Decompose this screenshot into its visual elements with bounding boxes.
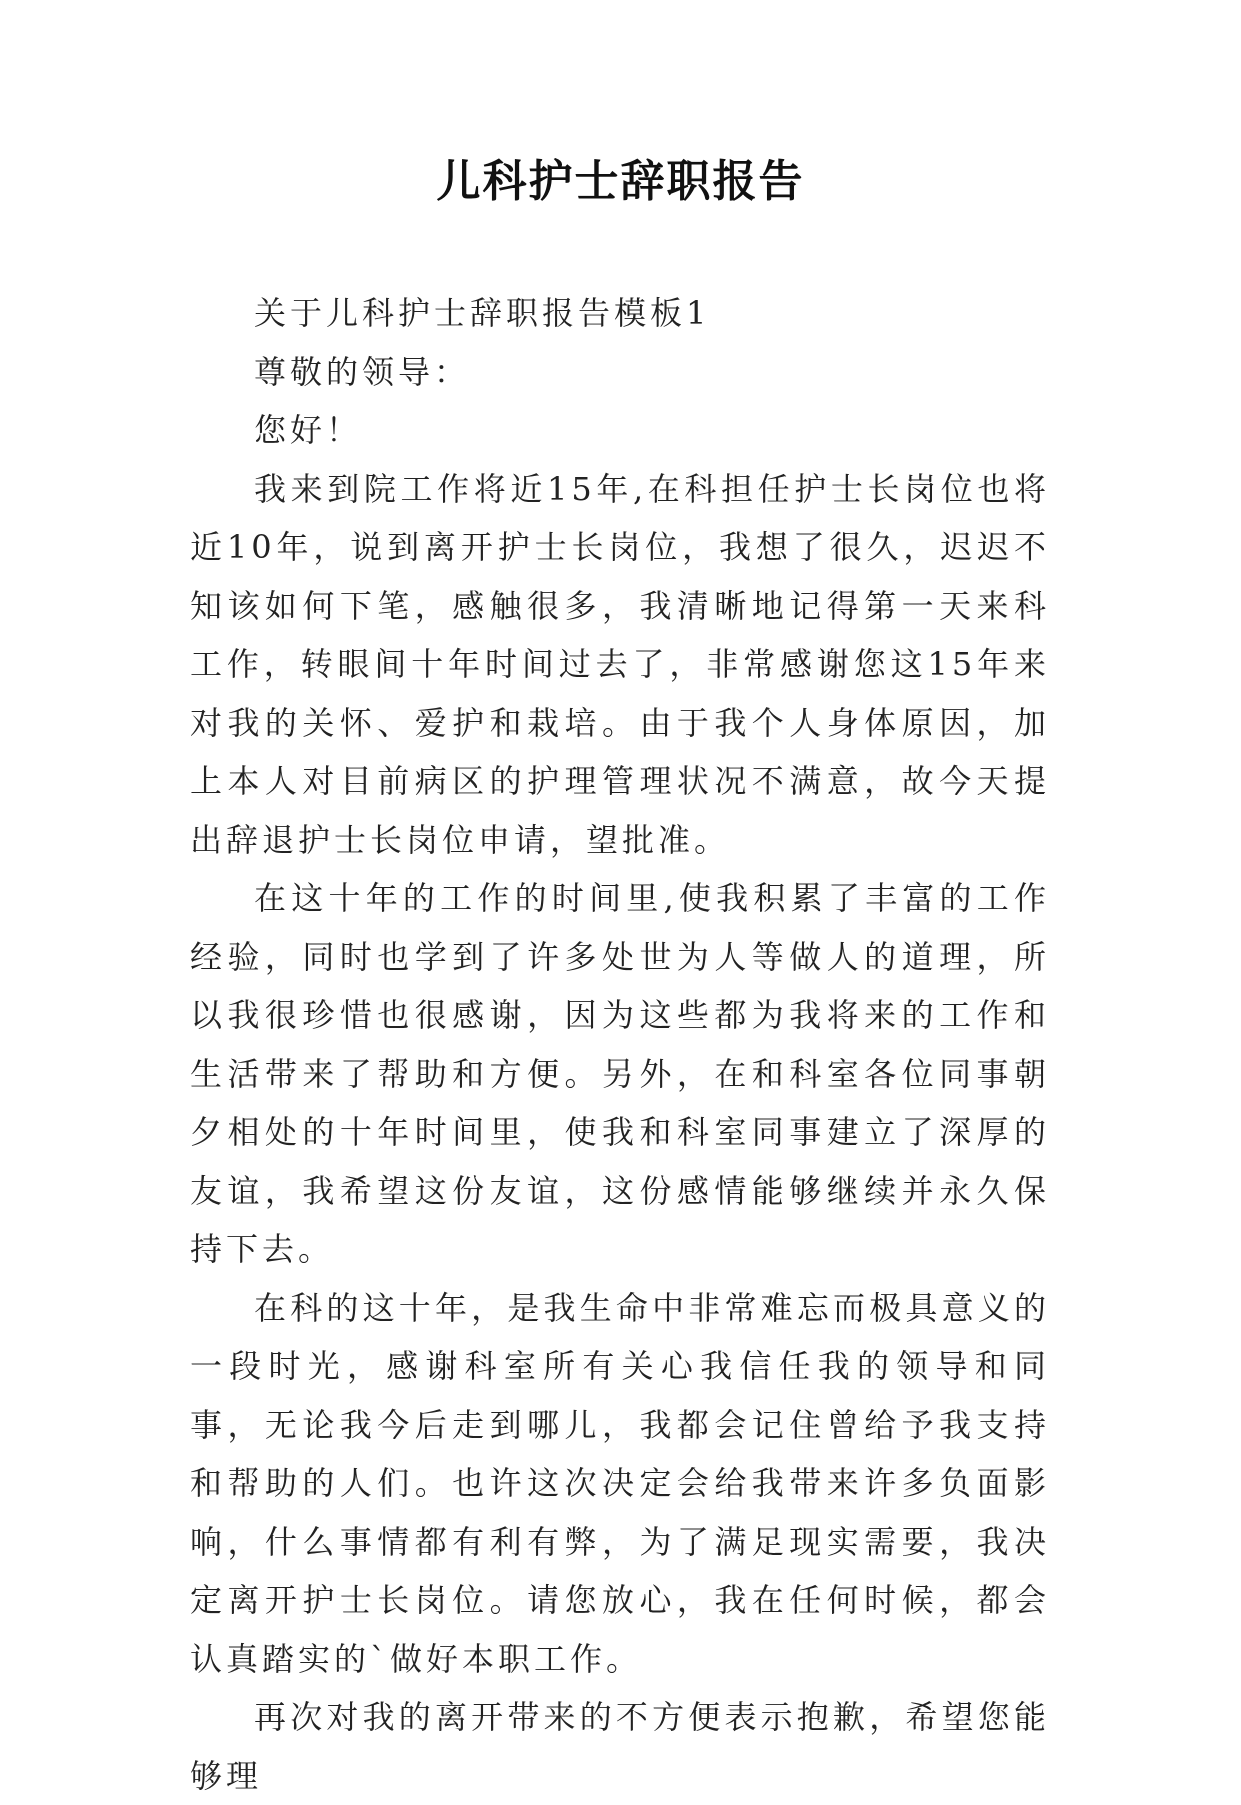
paragraph-salutation: 尊敬的领导： [254,352,471,391]
document-title: 儿科护士辞职报告 [436,156,805,207]
document-body [190,284,1050,1805]
paragraph-body-2: 在这十年的工作的时间里,使我积累了丰富的工作经验，同时也学到了许多处世为人等做人的道理，所以我很珍惜也很感谢，因为这些都为我将来的工作和生活带来了帮助和方便。另外，在和科室各位同事朝夕相处的十年时间里，使我和科室同事建立了深厚的友谊，我希望这份友谊，这份感情能够继续并永久保持下去。 [190,879,1050,1268]
paragraph-body-3: 在科的这十年，是我生命中非常难忘而极具意义的一段时光，感谢科室所有关心我信任我的领导和同事，无论我今后走到哪儿，我都会记住曾给予我支持和帮助的人们。也许这次决定会给我带来许多负面影响，什么事情都有利有弊，为了满足现实需要，我决定离开护士长岗位。请您放心，我在任何时候，都会认真踏实的`做好本职工作。 [190,1288,1050,1678]
paragraph-template-heading: 关于儿科护士辞职报告模板1 [254,294,711,332]
paragraph-body-1: 我来到院工作将近15年,在科担任护士长岗位也将近10年，说到离开护士长岗位，我想了很久，迟迟不知该如何下笔，感触很多，我清晰地记得第一天来科工作，转眼间十年时间过去了，非常感谢您这15年来对我的关怀、爱护和栽培。由于我个人身体原因，加上本人对目前病区的护理管理状况不满意，故今天提出辞退护士长岗位申请，望批准。 [190,469,1050,859]
paragraph-body-4: 再次对我的离开带来的不方便表示抱歉，希望您能够理 [190,1698,1050,1795]
paragraph-greeting: 您好！ [254,411,363,449]
